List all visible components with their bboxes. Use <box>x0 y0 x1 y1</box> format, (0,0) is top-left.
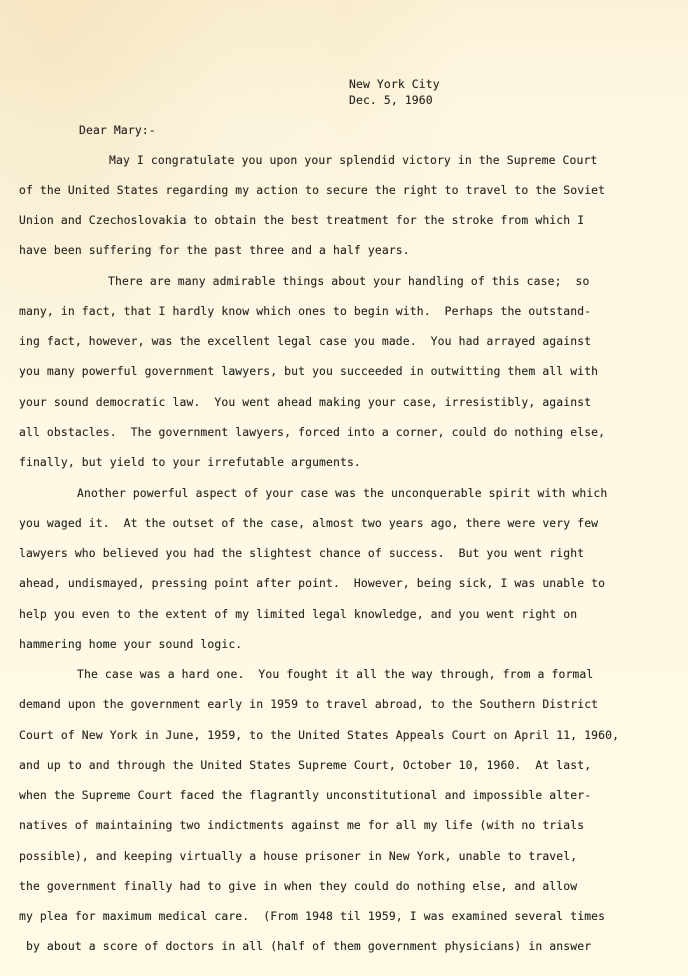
body-line: ing fact, however, was the excellent legal case you made. You had arrayed against <box>19 334 592 348</box>
body-line: many, in fact, that I hardly know which ones to begin with. Perhaps the outstand- <box>19 304 592 318</box>
body-line: hammering home your sound logic. <box>19 637 243 651</box>
body-line: your sound democratic law. You went ahead making your case, irresistibly, against <box>19 395 592 409</box>
body-line: Another powerful aspect of your case was the unconquerable spirit with which <box>77 486 608 500</box>
body-line: you many powerful government lawyers, but you succeeded in outwitting them all with <box>19 364 599 378</box>
body-line: Union and Czechoslovakia to obtain the best treatment for the stroke from which I <box>19 213 585 227</box>
body-line: the government finally had to give in when they could do nothing else, and allow <box>19 879 578 893</box>
body-line: The case was a hard one. You fought it all the way through, from a formal <box>77 667 594 681</box>
body-line: all obstacles. The government lawyers, forced into a corner, could do nothing else, <box>19 425 606 439</box>
letter-date: Dec. 5, 1960 <box>349 93 433 107</box>
body-line: help you even to the extent of my limited legal knowledge, and you went right on <box>19 607 578 621</box>
body-line: ahead, undismayed, pressing point after point. However, being sick, I was unable to <box>19 576 606 590</box>
body-line: May I congratulate you upon your splendid victory in the Supreme Court <box>109 153 598 167</box>
body-line: natives of maintaining two indictments against me for all my life (with no trials <box>19 818 585 832</box>
body-line: and up to and through the United States Supreme Court, October 10, 1960. At last, <box>19 758 592 772</box>
letter-salutation: Dear Mary:- <box>79 123 156 137</box>
body-line: when the Supreme Court faced the flagrantly unconstitutional and impossible alter- <box>19 788 592 802</box>
body-line: you waged it. At the outset of the case, almost two years ago, there were very few <box>19 516 599 530</box>
body-line: have been suffering for the past three and a half years. <box>19 243 410 257</box>
body-line: finally, but yield to your irrefutable arguments. <box>19 455 361 469</box>
letter-place: New York City <box>349 77 440 91</box>
body-line: possible), and keeping virtually a house prisoner in New York, unable to travel, <box>19 849 578 863</box>
body-line: lawyers who believed you had the slightest chance of success. But you went right <box>19 546 585 560</box>
body-line: demand upon the government early in 1959 to travel abroad, to the Southern District <box>19 697 599 711</box>
body-line: of the United States regarding my action to secure the right to travel to the Soviet <box>19 183 606 197</box>
body-line: Court of New York in June, 1959, to the United States Appeals Court on April 11, 1960, <box>19 728 620 742</box>
body-line: by about a score of doctors in all (half of them government physicians) in answer <box>19 939 592 953</box>
body-line: There are many admirable things about your handling of this case; so <box>108 274 590 288</box>
body-line: my plea for maximum medical care. (From 1948 til 1959, I was examined several times <box>19 909 606 923</box>
